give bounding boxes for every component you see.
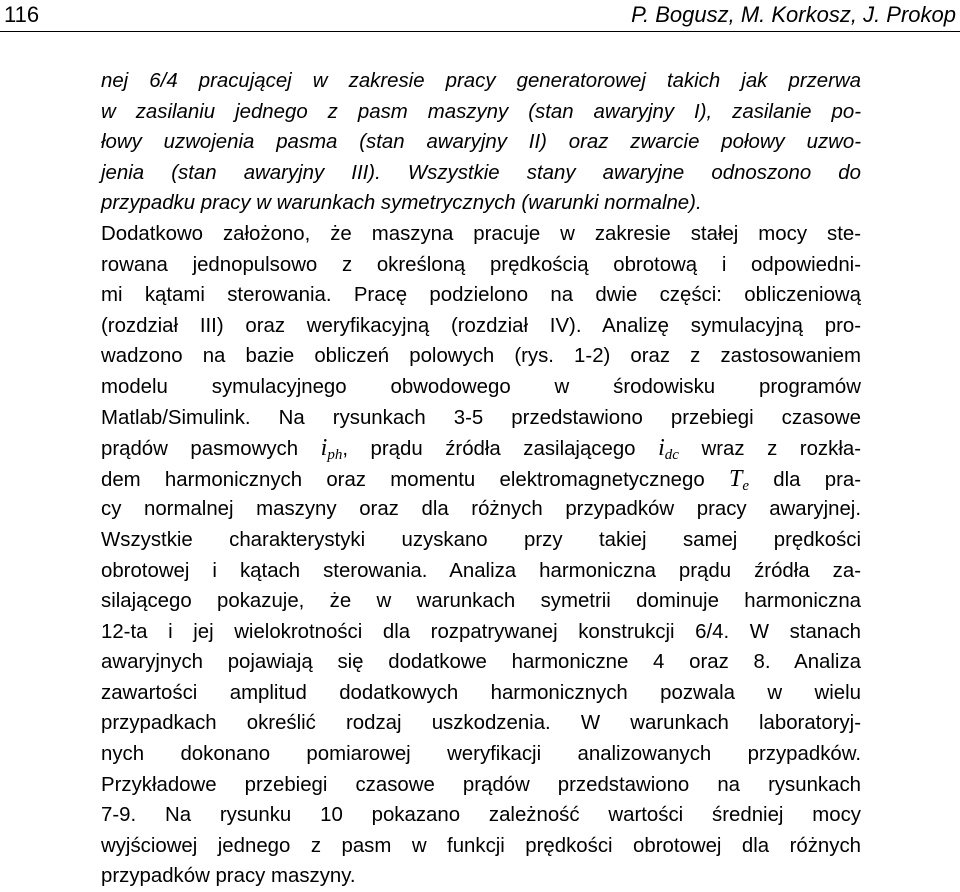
text-line: w zasilaniu jednego z pasm maszyny (stan awaryjny I), zasilanie po- <box>101 100 861 123</box>
page-header <box>0 0 960 34</box>
text-segment: Pracę podzielono na dwie części: obliczeniową <box>353 284 861 307</box>
text-line: Wszystkie charakterystyki uzyskano przy takiej samej prędkości <box>101 528 861 551</box>
text-segment: dla pra- <box>773 468 861 491</box>
text-line: przypadków pracy maszyny. <box>101 865 356 888</box>
text-line: silającego pokazuje, że w warunkach symetrii dominuje harmoniczna <box>101 590 861 613</box>
header-rule <box>0 31 960 32</box>
text-line: zawartości amplitud dodatkowych harmonicznych pozwala w wielu <box>101 681 861 704</box>
text-line: awaryjnych pojawiają się dodatkowe harmoniczne 4 oraz 8. Analiza <box>101 651 861 674</box>
text-line: (rozdział III) oraz weryfikacyjną (rozdział IV). Analizę symulacyjną pro- <box>101 314 861 337</box>
page-number: 116 <box>4 2 40 27</box>
text-line: cy normalnej maszyny oraz dla różnych przypadków pracy awaryjnej. <box>101 498 861 521</box>
text-line: wyjściowej jednego z pasm w funkcji prędkości obrotowej dla różnych <box>101 834 861 857</box>
subscript: e <box>742 477 749 494</box>
running-head: P. Bogusz, M. Korkosz, J. Prokop <box>631 2 956 27</box>
text-line: Dodatkowo założono, że maszyna pracuje w zakresie stałej mocy ste- <box>101 222 861 245</box>
symbol-i: i <box>320 435 328 462</box>
text-line: wadzono na bazie obliczeń polowych (rys. 1-2) oraz z zastosowaniem <box>101 345 861 368</box>
text-line: 12-ta i jej wielokrotności dla rozpatrywanej konstrukcji 6/4. W stanach <box>101 620 861 643</box>
text-line <box>101 433 861 464</box>
symbol-T: T <box>728 465 743 492</box>
text-line: rowana jednopulsowo z określoną prędkością obrotową i odpowiedni- <box>101 253 861 276</box>
text-line: łowy uzwojenia pasma (stan awaryjny II) oraz zwarcie połowy uzwo- <box>101 131 861 154</box>
body-paragraph <box>101 66 861 892</box>
text-segment: wraz z rozkła- <box>701 438 861 461</box>
text-line: przypadku pracy w warunkach symetrycznych (warunki normalne). <box>101 192 702 215</box>
symbol-i: i <box>658 435 665 462</box>
text-line: Przykładowe przebiegi czasowe prądów przedstawiono na rysunkach <box>101 773 861 796</box>
text-segment: dem harmonicznych oraz momentu elektromagnetycznego <box>101 468 705 491</box>
text-segment: mi kątami sterowania. <box>101 284 332 307</box>
subscript: dc <box>664 447 679 464</box>
text-line <box>101 280 861 311</box>
math-symbol <box>729 466 749 492</box>
text-line: jenia (stan awaryjny III). Wszystkie stany awaryjne odnoszono do <box>101 161 861 184</box>
text-line: obrotowej i kątach sterowania. Analiza harmoniczna prądu źródła za- <box>101 559 861 582</box>
text-line: nych dokonano pomiarowej weryfikacji analizowanych przypadków. <box>101 743 861 766</box>
text-segment: , prądu źródła zasilającego <box>342 438 636 461</box>
text-line: 7-9. Na rysunku 10 pokazano zależność wartości średniej mocy <box>101 804 861 827</box>
text-line <box>101 464 861 495</box>
subscript: ph <box>327 447 343 464</box>
text-line: przypadkach określić rodzaj uszkodzenia. W warunkach laboratoryj- <box>101 712 861 735</box>
text-segment: prądów pasmowych <box>101 438 299 461</box>
text-line: nej 6/4 pracującej w zakresie pracy generatorowej takich jak przerwa <box>101 70 861 92</box>
text-line: modelu symulacyjnego obwodowego w środowisku programów <box>101 375 861 398</box>
text-line: Matlab/Simulink. Na rysunkach 3-5 przedstawiono przebiegi czasowe <box>101 406 861 429</box>
math-symbol <box>320 435 343 464</box>
math-symbol <box>658 435 679 464</box>
